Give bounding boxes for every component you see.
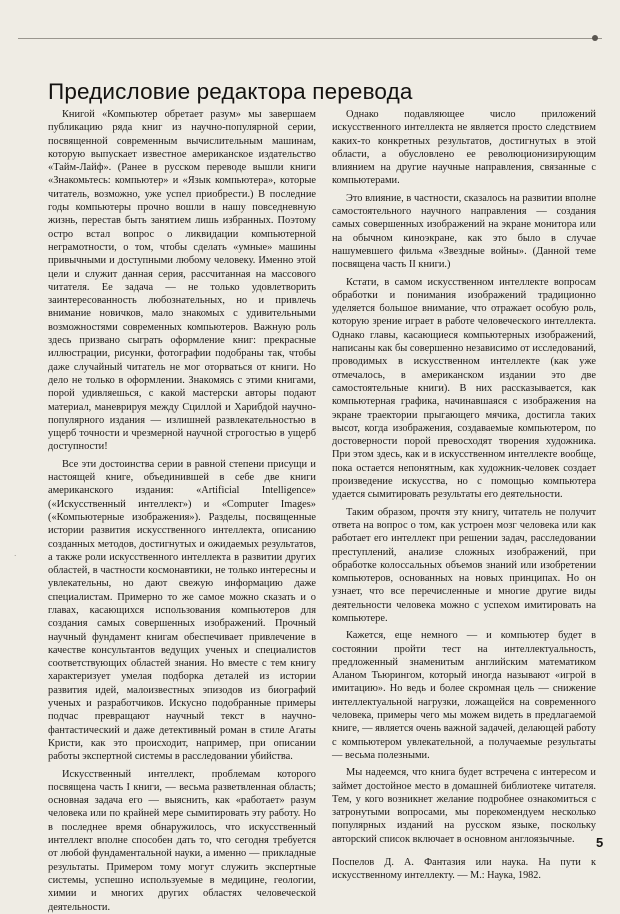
left-paragraph-3: Искусственный интеллект, проблемам которого посвящена часть I книги, — весьма разветвленная область; основная задача его — выяснить, как «работает» разум человека или по крайней мере сымитировать эту работу. Но в последнее время обнаружилось, что искусственный интеллект вполне способен дать то, что сегодня требуется от любой фундаментальной науки, а именно — прикладные результаты. Примером тому могут служить экспертные системы, успешно используемые в медицине, геологии, химии и многих других областях человеческой деятельности. xyxy=(48,768,316,913)
right-paragraph-2: Это влияние, в частности, сказалось на развитии вполне самостоятельного научного направления — создания самых совершенных изображений на экране монитора или на обычном киноэкране, как это было в случае нашумевшего фильма «Звездные войны». (Данной теме посвящена часть II книги.) xyxy=(332,192,596,271)
margin-speck: · xyxy=(14,552,17,560)
right-paragraph-6: Мы надеемся, что книга будет встречена с интересом и займет достойное место в домашней библиотеке читателя. Тем, у кого возникнет желание подробнее ознакомиться с затронутыми вопросами, мы порекомендуем несколько популярных изданий на русском языке, поскольку авторский список включает в основном англоязычные. xyxy=(332,767,596,845)
right-paragraph-4: Таким образом, прочтя эту книгу, читатель не получит ответа на вопрос о том, как устроен мозг человека или как работает его интеллект при решении задач, расследовании преступлений, анализе сложных изображений, при обработке колоссальных объемов знаний или изобретении компьютеров, основанных на новых принципах. Но он узнает, что все перечисленные и многие другие виды деятельности человека можно с успехом имитировать на компьютере. xyxy=(332,506,596,624)
page-number: 5 xyxy=(596,835,604,850)
bibliographic-reference: Поспелов Д. А. Фантазия или наука. На пути к искусственному интеллекту. — М.: Наука, 1982. xyxy=(332,857,596,882)
right-column xyxy=(332,108,596,883)
left-paragraph-2: Все эти достоинства серии в равной степени присущи и настоящей книге, объединившей в себе две книги американского издания: «Artificial Intelligence» («Искусственный интеллект») и «Computer Images» («Компьютерные изображения»). Разделы, посвященные истории развития искусственного интеллекта, описанию созданных методов, достигнутых и ожидаемых результатов, а также роли искусственного интеллекта в развитии других областей, в частности космонавтики, не только интересны и увлекательны, но дают свежую информацию даже специалистам. Примерно то же самое можно сказать и о главах, касающихся использования компьютеров для создания самых совершенных изображений. Прочный научный фундамент книгам обеспечивает привлечение в качестве консультантов ведущих ученых и специалистов соответствующих областей знания. Но вместе с тем книгу характеризует умелая подборка деталей из истории развития идей, малоизвестных эпизодов из биографий ученых и разработчиков. Искусно подобранные примеры подчас превращают научный текст в научно-фантастический и даже детективный роман в стиле Агаты Кристи, как это происходит, например, при описании работы экспертной системы в расследовании убийства. xyxy=(48,458,316,763)
right-paragraph-1: Однако подавляющее число приложений искусственного интеллекта не является просто следствием каких-то конкретных результатов, достигнутых в этой области, а обусловлено ее революционизирующим влиянием на другие научные направления, связанные с компьютерами. xyxy=(332,109,596,187)
right-paragraph-5: Кажется, еще немного — и компьютер будет в состоянии пройти тест на интеллектуальность, предложенный знаменитым английским математиком Аланом Тьюрингом, который иногда называют «игрой в имитацию». Но ведь и более скромная цель — снижение интеллектуальной нагрузки, ложащейся на современного человека, примеры чего мы можем видеть в предлагаемой книге, — является очень важной задачей, делающей работу с компьютером увлекательной, а получаемые результаты — весьма полезными. xyxy=(332,630,596,761)
right-paragraph-3: Кстати, в самом искусственном интеллекте вопросам обработки и понимания изображений традиционно уделяется большое внимание, что отражает особую роль, которую зрение играет в работе человеческого интеллекта. Однако главы, касающиеся компьютерных изображений, написаны как бы совершенно независимо от исследований, проводимых в искусственном интеллекте (как уже отмечалось, в американском издании это две самостоятельные книги). В них рассказывается, как компьютерная графика, начинавшаяся с изображения на экране траектории прыгающего мячика, достигла таких высот, когда изображения, создаваемые компьютером, по достоверности порой превосходят творения художника. При этом здесь, как и в искусственном интеллекте вообще, пока остается непонятным, как художник-человек создает произведение искусства, но с помощью компьютера удается сымитировать результаты его деятельности. xyxy=(332,276,596,501)
rule-end-dot xyxy=(592,35,598,41)
left-column xyxy=(48,108,316,914)
page-title: Предисловие редактора перевода xyxy=(48,79,413,105)
left-paragraph-1: Книгой «Компьютер обретает разум» мы завершаем публикацию ряда книг из научно-популярной серии, посвященной современным вычислительным машинам, которую выпускает известное американское издательство «Тайм-Лайф». (Ранее в русском переводе вышли книги «Знакомьтесь: компьютер» и «Язык компьютера», которые читатель, возможно, уже успел приобрести.) В последние годы компьютеры прочно вошли в нашу повседневную жизнь, перестав быть занятием лишь избранных. Поэтому остро встал вопрос о ликвидации компьютерной неграмотности, о том, чтобы сделать «умные» машины привычными и доступными любому человеку. Именно этой цели и служит данная серия, рассчитанная на массового читателя. Ее задача — не только удовлетворить заинтересованность любознательных, но и привлечь внимание новичков, мало знакомых с удивительными возможностями современных компьютеров. Важную роль здесь призвано сыграть оформление книг: прекрасные иллюстрации, рисунки, фотографии подобраны так, чтобы даже случайный читатель не мог оторваться от книги. Но дело не только в оформлении. Знакомясь с этими книгами, порой удивляешься, с какой мастерски авторы подают материал, маневрируя между Сциллой и Харибдой научно-популярного издания — излишней развлекательностью в ущерб точности и чрезмерной научной строгостью в ущерб доступности! xyxy=(48,109,316,453)
top-rule xyxy=(18,38,602,39)
